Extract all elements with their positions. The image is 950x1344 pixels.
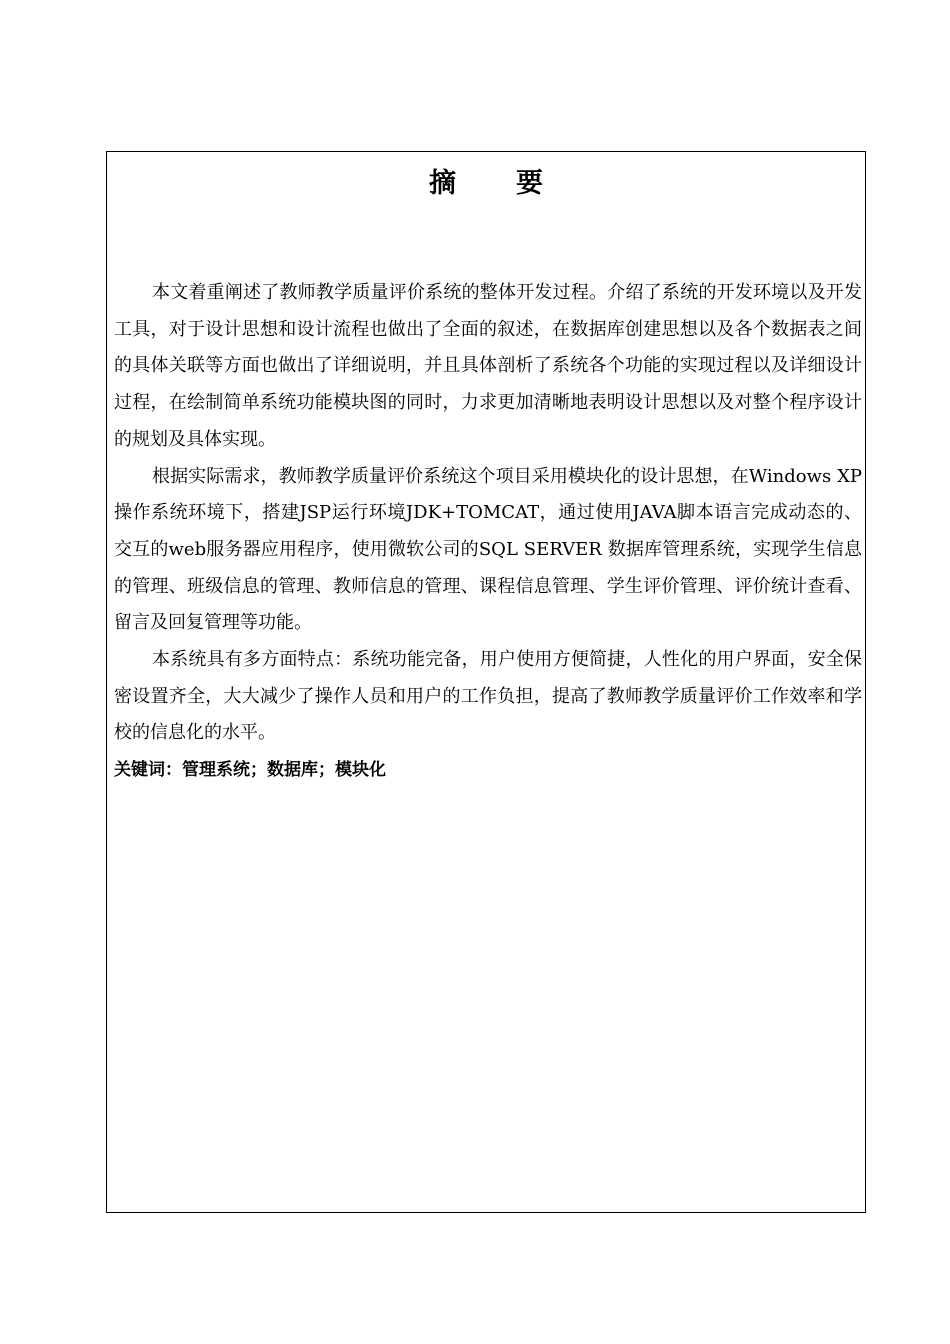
abstract-frame: [106, 151, 866, 1213]
abstract-title: 摘要: [429, 168, 603, 199]
abstract-paragraph-2: 根据实际需求，教师教学质量评价系统这个项目采用模块化的设计思想，在Windows XP操作系统环境下，搭建JSP运行环境JDK+TOMCAT，通过使用JAVA脚本语言完成动态的、交互的web服务器应用程序，使用微软公司的SQL SERVER 数据库管理系统，实现学生信息的管理、班级信息的管理、教师信息的管理、课程信息管理、学生评价管理、评价统计查看、留言及回复管理等功能。: [114, 465, 862, 634]
abstract-paragraph-1: 本文着重阐述了教师教学质量评价系统的整体开发过程。介绍了系统的开发环境以及开发工具，对于设计思想和设计流程也做出了全面的叙述，在数据库创建思想以及各个数据表之间的具体关联等方面也做出了详细说明，并且具体剖析了系统各个功能的实现过程以及详细设计过程，在绘制简单系统功能模块图的同时，力求更加清晰地表明设计思想以及对整个程序设计的规划及具体实现。: [114, 282, 862, 450]
abstract-paragraph-3: 本系统具有多方面特点：系统功能完备，用户使用方便简捷，人性化的用户界面，安全保密设置齐全，大大减少了操作人员和用户的工作负担，提高了教师教学质量评价工作效率和学校的信息化的水平。: [114, 649, 862, 744]
abstract-body: [114, 275, 862, 788]
keywords-line: 关键词：管理系统；数据库；模块化: [114, 760, 386, 781]
